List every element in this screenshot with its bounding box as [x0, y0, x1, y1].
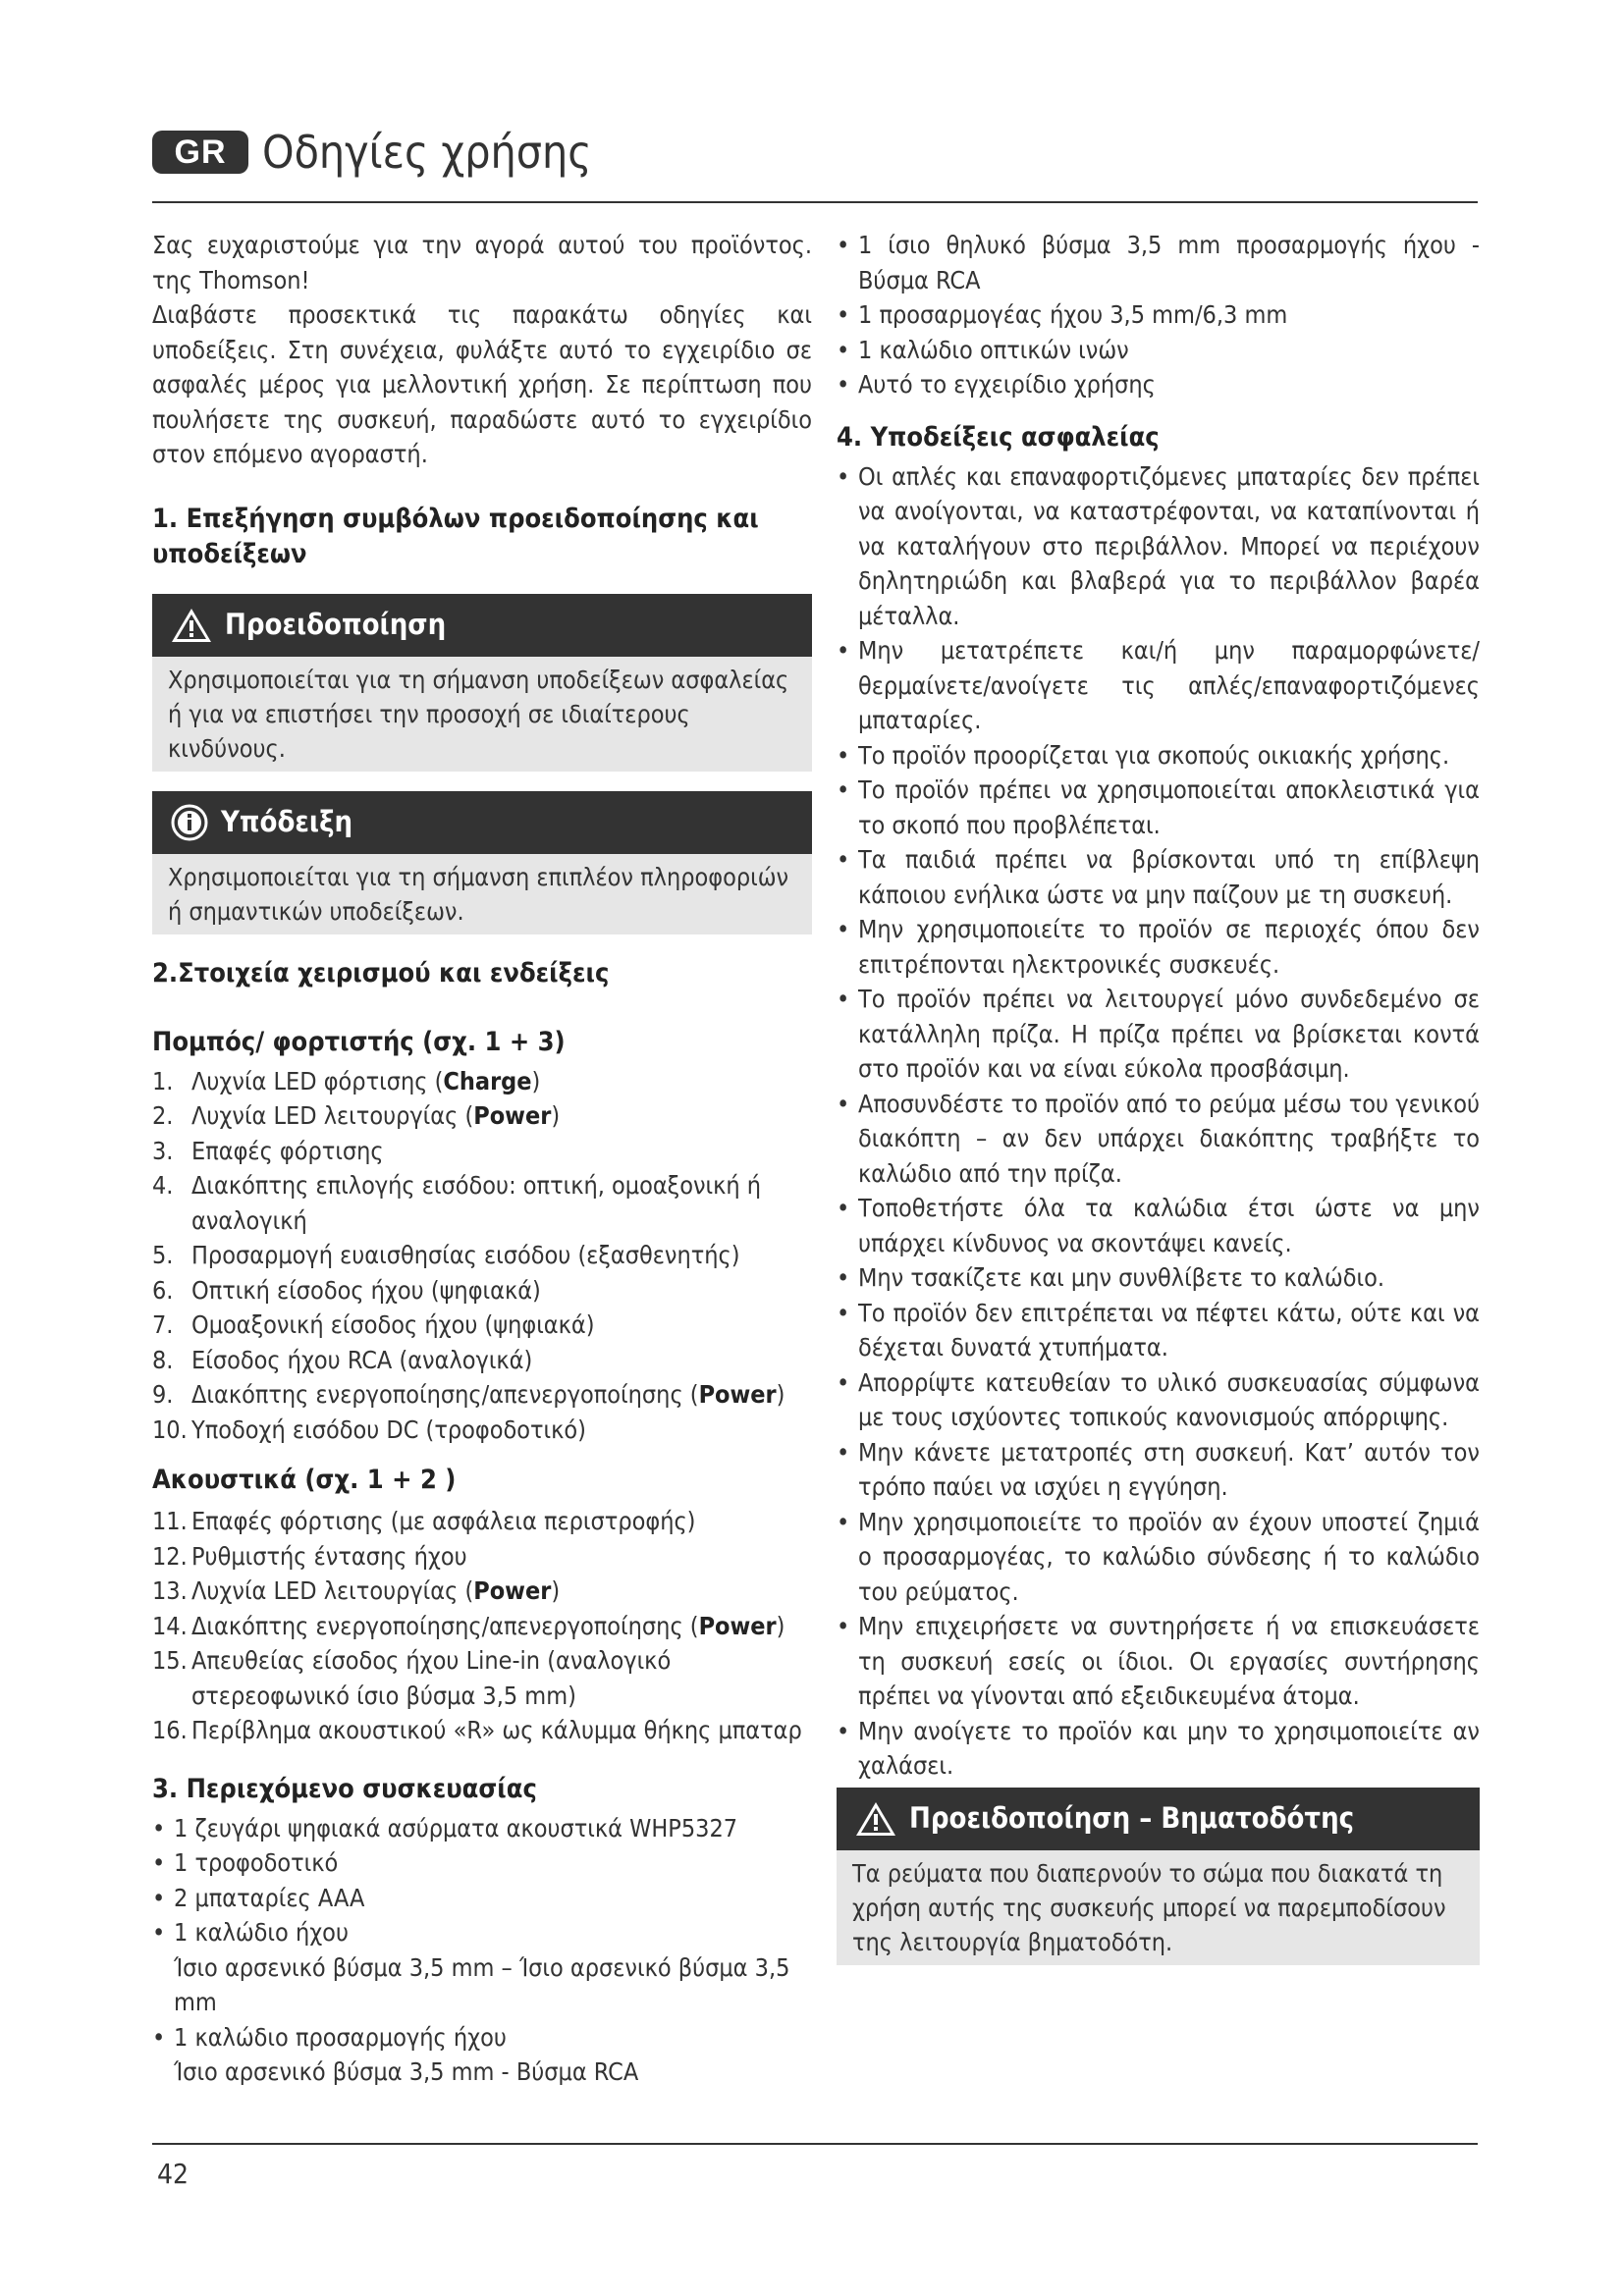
- hint-box-text: Χρησιμοποιείται για τη σήμανση επιπλέον πληροφοριών ή σημαντικών υποδείξεων.: [152, 854, 812, 934]
- safety-item: [837, 773, 1480, 842]
- bullet: •: [837, 845, 850, 874]
- item-text: [191, 1539, 812, 1575]
- safety-item: [837, 982, 1480, 1087]
- bullet: •: [837, 1437, 850, 1467]
- safety-item: [837, 1260, 1480, 1296]
- safety-item: [837, 1714, 1480, 1784]
- contents-item-text: 1 καλώδιο ήχου: [174, 1918, 349, 1947]
- safety-item: [837, 1191, 1480, 1260]
- bullet: •: [837, 1367, 850, 1397]
- section2-title: 2.Στοιχεία χειρισμού και ενδείξεις: [152, 957, 610, 988]
- bullet: •: [837, 740, 850, 770]
- contents-item-text: 1 καλώδιο οπτικών ινών: [858, 335, 1129, 364]
- bullet: •: [837, 231, 850, 259]
- safety-item-text: Μην κάνετε μετατροπές στη συσκευή. Κατ’ αυτόν τον τρόπο παύει να ισχύει η εγγύηση.: [858, 1437, 1480, 1501]
- safety-item: [837, 1609, 1480, 1714]
- safety-item-text: Μην επιχειρήσετε να συντηρήσετε ή να επισκευάσετε τη συσκευή εσείς οι ίδιοι. Οι εργασίες συντήρησης πρέπει να γίνονται από εξειδικευμένα άτομα.: [858, 1612, 1480, 1710]
- safety-item: [837, 1505, 1480, 1610]
- safety-item: [837, 842, 1480, 912]
- warning-box: [152, 594, 812, 772]
- item-text: [191, 1098, 812, 1134]
- page-header: [152, 126, 592, 179]
- item-text-after: ): [776, 1380, 785, 1409]
- item-number: 10.: [152, 1415, 188, 1444]
- item-number: 2.: [152, 1101, 174, 1130]
- item-text-main: Περίβλημα ακουστικού «R» ως κάλυμμα θήκης μπαταρ: [191, 1716, 802, 1744]
- item-text-main: Επαφές φόρτισης: [191, 1136, 384, 1165]
- contents-item-text: Αυτό το εγχειρίδιο χρήσης: [858, 370, 1156, 399]
- item-text-main: Οπτική είσοδος ήχου (ψηφιακά): [191, 1275, 541, 1305]
- contents-item-detail: Ίσιο αρσενικό βύσμα 3,5 mm – Ίσιο αρσενικό βύσμα 3,5 mm: [174, 1952, 790, 2016]
- numbered-item: [152, 1098, 812, 1134]
- item-text-main: Διακόπτης ενεργοποίησης/απενεργοποίησης (: [191, 1380, 699, 1409]
- hint-box: [152, 791, 812, 934]
- pacemaker-box-text: Τα ρεύματα που διαπερνούν το σώμα που διακατά τη χρήση αυτής της συσκευής μπορεί να παρεμποδίσουν της λειτουργία βηματοδότη.: [837, 1850, 1480, 1965]
- header-rule: [152, 201, 1478, 203]
- safety-item: [837, 459, 1480, 634]
- item-number: 8.: [152, 1345, 174, 1374]
- intro-instructions: Διαβάστε προσεκτικά τις παρακάτω οδηγίες και υποδείξεις. Στη συνέχεια, φυλάξτε αυτό το εγχειρίδιο σε ασφαλές μέρος για μελλοντική χρήση. Σε περίπτωση που πουλήσετε της συσκευή, παραδώστε αυτό το εγχειρίδιο στον επόμενο αγοραστή.: [152, 300, 812, 468]
- item-number: 6.: [152, 1275, 174, 1305]
- item-text-bold: Power: [473, 1101, 552, 1130]
- item-text: [191, 1273, 812, 1308]
- item-text-bold: Power: [473, 1576, 552, 1605]
- item-text-main: Λυχνία LED λειτουργίας (: [191, 1101, 474, 1130]
- hint-box-title: Υπόδειξη: [221, 804, 353, 838]
- contents-item-text: 1 προσαρμογέας ήχου 3,5 mm/6,3 mm: [858, 300, 1288, 329]
- safety-item-text: Τα παιδιά πρέπει να βρίσκονται υπό τη επίβλεψη κάποιου ενήλικα ώστε να μην παίζουν με τη συσκευή.: [858, 845, 1480, 909]
- item-number: 13.: [152, 1576, 188, 1605]
- page-title: Οδηγίες χρήσης: [262, 126, 592, 179]
- info-icon: [170, 803, 209, 842]
- warning-box-title: Προειδοποίηση: [225, 607, 447, 641]
- contents-item: [152, 1845, 812, 1881]
- item-text: [191, 1643, 812, 1713]
- section4-title: 4. Υποδείξεις ασφαλείας: [837, 421, 1160, 453]
- item-text-after: ): [551, 1101, 561, 1130]
- safety-list: [837, 459, 1480, 1784]
- item-number: 15.: [152, 1646, 188, 1675]
- section3-title: 3. Περιεχόμενο συσκευασίας: [152, 1773, 537, 1804]
- package-contents-continued: [837, 228, 1480, 402]
- bullet: •: [837, 1507, 850, 1536]
- contents-item: [152, 1881, 812, 1916]
- safety-item-text: Μην μετατρέπετε και/ή μην παραμορφώνετε/θερμαίνετε/ανοίγετε τις απλές/επαναφορτιζόμενες μπαταρίες.: [858, 636, 1480, 734]
- bullet: •: [837, 1612, 850, 1640]
- safety-item: [837, 633, 1480, 738]
- safety-item: [837, 1296, 1480, 1365]
- item-text-after: ): [551, 1576, 561, 1605]
- item-text-bold: Power: [698, 1380, 777, 1409]
- safety-item: [837, 1435, 1480, 1505]
- item-text-main: Επαφές φόρτισης (με ασφάλεια περιστροφής): [191, 1507, 696, 1535]
- bullet: •: [837, 370, 850, 399]
- bullet: •: [837, 335, 850, 364]
- numbered-item: [152, 1343, 812, 1378]
- item-text: [191, 1377, 812, 1413]
- right-column: [837, 228, 1480, 1965]
- numbered-item: [152, 1134, 812, 1169]
- safety-item-text: Αποσυνδέστε το προϊόν από το ρεύμα μέσω του γενικού διακόπτη – αν δεν υπάρχει διακόπτης τραβήξτε το καλώδιο από την πρίζα.: [858, 1089, 1480, 1188]
- transmitter-title: Πομπός/ φορτιστής (σχ. 1 + 3): [152, 1026, 566, 1057]
- contents-item: [837, 228, 1480, 297]
- bullet: •: [152, 1918, 166, 1947]
- item-text: [191, 1308, 812, 1343]
- item-text: [191, 1134, 812, 1169]
- numbered-item: [152, 1273, 812, 1308]
- warning-box-text: Χρησιμοποιείται για τη σήμανση υποδείξεων ασφαλείας ή για να επιστήσει την προσοχή σε ιδιαίτερους κινδύνους.: [152, 657, 812, 772]
- item-number: 12.: [152, 1541, 188, 1571]
- item-number: 3.: [152, 1136, 174, 1165]
- safety-item-text: Μην χρησιμοποιείτε το προϊόν σε περιοχές όπου δεν επιτρέπονται ηλεκτρονικές συσκευές.: [858, 915, 1480, 979]
- item-number: 11.: [152, 1507, 188, 1535]
- item-text-main: Διακόπτης επιλογής εισόδου: οπτική, ομοαξονική ή αναλογική: [191, 1171, 762, 1235]
- item-text: [191, 1413, 812, 1448]
- item-text: [191, 1713, 812, 1748]
- contents-item-text: 1 καλώδιο προσαρμογής ήχου: [174, 2022, 507, 2052]
- contents-item-text: 1 ζευγάρι ψηφιακά ασύρματα ακουστικά WHP5327: [174, 1813, 738, 1842]
- item-text: [191, 1064, 812, 1099]
- item-number: 1.: [152, 1066, 174, 1095]
- safety-item-text: Το προϊόν προορίζεται για σκοπούς οικιακής χρήσης.: [858, 740, 1450, 770]
- numbered-item: [152, 1504, 812, 1539]
- bullet: •: [152, 1883, 166, 1912]
- language-badge: GR: [152, 131, 248, 174]
- safety-item-text: Τοποθετήστε όλα τα καλώδια έτσι ώστε να μην υπάρχει κίνδυνος να σκοντάψει κανείς.: [858, 1194, 1480, 1257]
- item-text-main: Προσαρμογή ευαισθησίας εισόδου (εξασθενητής): [191, 1241, 740, 1269]
- item-text-main: Λυχνία LED φόρτισης (: [191, 1066, 444, 1095]
- bullet: •: [837, 1263, 850, 1292]
- safety-item: [837, 1365, 1480, 1435]
- bullet: •: [152, 1848, 166, 1877]
- bullet: •: [152, 2022, 166, 2052]
- hint-box-header: [152, 791, 812, 854]
- numbered-item: [152, 1643, 812, 1713]
- warning-triangle-icon: [854, 1800, 897, 1838]
- contents-item-text: 2 μπαταρίες AAA: [174, 1883, 365, 1912]
- package-contents-list: [152, 1811, 812, 2090]
- contents-item: [837, 333, 1480, 368]
- contents-item: [837, 297, 1480, 333]
- contents-item: [152, 1915, 812, 1950]
- numbered-item: [152, 1377, 812, 1413]
- item-text-main: Απευθείας είσοδος ήχου Line-in (αναλογικό στερεοφωνικό ίσιο βύσμα 3,5 mm): [191, 1646, 672, 1710]
- item-text-main: Ομοαξονική είσοδος ήχου (ψηφιακά): [191, 1310, 595, 1339]
- warning-box-header: [152, 594, 812, 657]
- item-text-bold: Charge: [443, 1066, 532, 1095]
- item-text-main: Διακόπτης ενεργοποίησης/απενεργοποίησης (: [191, 1611, 699, 1640]
- item-text: [191, 1504, 812, 1539]
- item-number: 14.: [152, 1611, 188, 1640]
- safety-item-text: Το προϊόν δεν επιτρέπεται να πέφτει κάτω, ούτε και να δέχεται δυνατά χτυπήματα.: [858, 1298, 1480, 1362]
- item-text: [191, 1609, 812, 1644]
- safety-item: [837, 1087, 1480, 1192]
- bullet: •: [837, 636, 850, 665]
- item-number: 7.: [152, 1310, 174, 1339]
- item-number: 16.: [152, 1716, 188, 1744]
- item-text: [191, 1168, 812, 1238]
- item-text-bold: Power: [698, 1611, 777, 1640]
- pacemaker-box-header: [837, 1788, 1480, 1850]
- bullet: •: [837, 300, 850, 329]
- section1-title: 1. Επεξήγηση συμβόλων προειδοποίησης και υποδείξεων: [152, 503, 759, 569]
- numbered-item: [152, 1168, 812, 1238]
- safety-item: [837, 738, 1480, 774]
- warning-triangle-icon: [170, 607, 213, 644]
- pacemaker-box-title: Προειδοποίηση – Βηματοδότης: [909, 1800, 1355, 1835]
- transmitter-list: [152, 1064, 812, 1448]
- item-text: [191, 1238, 812, 1273]
- left-column: [152, 228, 812, 2090]
- contents-item: [152, 2020, 812, 2056]
- safety-item-text: Οι απλές και επαναφορτιζόμενες μπαταρίες δεν πρέπει να ανοίγονται, να καταστρέφονται, να καταπίνονται ή να καταλήγουν στο περιβάλλον. Μπορεί να περιέχουν δηλητηριώδη και βλαβερά για το περιβάλλον βαρέα μέταλλα.: [858, 461, 1480, 630]
- contents-item-text: 1 ίσιο θηλυκό βύσμα 3,5 mm προσαρμογής ήχου - Βύσμα RCA: [858, 231, 1480, 294]
- bullet: •: [837, 1298, 850, 1327]
- bullet: •: [837, 1194, 850, 1222]
- item-text-main: Ρυθμιστής έντασης ήχου: [191, 1541, 467, 1571]
- footer-rule: [152, 2143, 1478, 2145]
- numbered-item: [152, 1574, 812, 1609]
- item-text-after: ): [776, 1611, 785, 1640]
- intro-thanks: Σας ευχαριστούμε για την αγορά αυτού του προϊόντος. της Thomson!: [152, 231, 812, 294]
- numbered-item: [152, 1413, 812, 1448]
- bullet: •: [837, 1089, 850, 1118]
- page-number: 42: [157, 2158, 189, 2190]
- contents-item-text: 1 τροφοδοτικό: [174, 1848, 339, 1877]
- numbered-item: [152, 1713, 812, 1748]
- item-text-main: Λυχνία LED λειτουργίας (: [191, 1576, 474, 1605]
- headphones-list: [152, 1504, 812, 1748]
- safety-item-text: Μην τσακίζετε και μην συνθλίβετε το καλώδιο.: [858, 1263, 1384, 1292]
- item-text-main: Υποδοχή εισόδου DC (τροφοδοτικό): [191, 1415, 586, 1444]
- bullet: •: [837, 915, 850, 943]
- safety-item-text: Μην ανοίγετε το προϊόν και μην το χρησιμοποιείτε αν χαλάσει.: [858, 1716, 1480, 1780]
- pacemaker-warning-box: [837, 1788, 1480, 1965]
- safety-item-text: Μην χρησιμοποιείτε το προϊόν αν έχουν υποστεί ζημιά ο προσαρμογέας, το καλώδιο σύνδεσης ή το καλώδιο του ρεύματος.: [858, 1507, 1480, 1606]
- item-text: [191, 1343, 812, 1378]
- item-text-after: ): [531, 1066, 541, 1095]
- item-text-main: Είσοδος ήχου RCA (αναλογικά): [191, 1345, 533, 1374]
- numbered-item: [152, 1308, 812, 1343]
- contents-item: [837, 367, 1480, 402]
- numbered-item: [152, 1238, 812, 1273]
- headphones-title: Ακουστικά (σχ. 1 + 2 ): [152, 1465, 457, 1495]
- safety-item-text: Το προϊόν πρέπει να λειτουργεί μόνο συνδεδεμένο σε κατάλληλη πρίζα. Η πρίζα πρέπει να βρίσκεται κοντά στο προϊόν και να είναι εύκολα προσβάσιμη.: [858, 985, 1480, 1083]
- safety-item-text: Απορρίψτε κατευθείαν το υλικό συσκευασίας σύμφωνα με τους ισχύοντες τοπικούς κανονισμούς απόρριψης.: [858, 1367, 1480, 1431]
- contents-item-detail: Ίσιο αρσενικό βύσμα 3,5 mm - Βύσμα RCA: [174, 2057, 639, 2086]
- numbered-item: [152, 1064, 812, 1099]
- safety-item: [837, 912, 1480, 982]
- item-number: 9.: [152, 1380, 174, 1409]
- bullet: •: [837, 461, 850, 491]
- item-number: 5.: [152, 1241, 174, 1269]
- safety-item-text: Το προϊόν πρέπει να χρησιμοποιείται αποκλειστικά για το σκοπό που προβλέπεται.: [858, 775, 1480, 839]
- numbered-item: [152, 1609, 812, 1644]
- bullet: •: [837, 1716, 850, 1745]
- item-text: [191, 1574, 812, 1609]
- bullet: •: [152, 1813, 166, 1842]
- contents-item: [152, 1811, 812, 1846]
- item-number: 4.: [152, 1171, 174, 1200]
- bullet: •: [837, 985, 850, 1013]
- bullet: •: [837, 775, 850, 804]
- numbered-item: [152, 1539, 812, 1575]
